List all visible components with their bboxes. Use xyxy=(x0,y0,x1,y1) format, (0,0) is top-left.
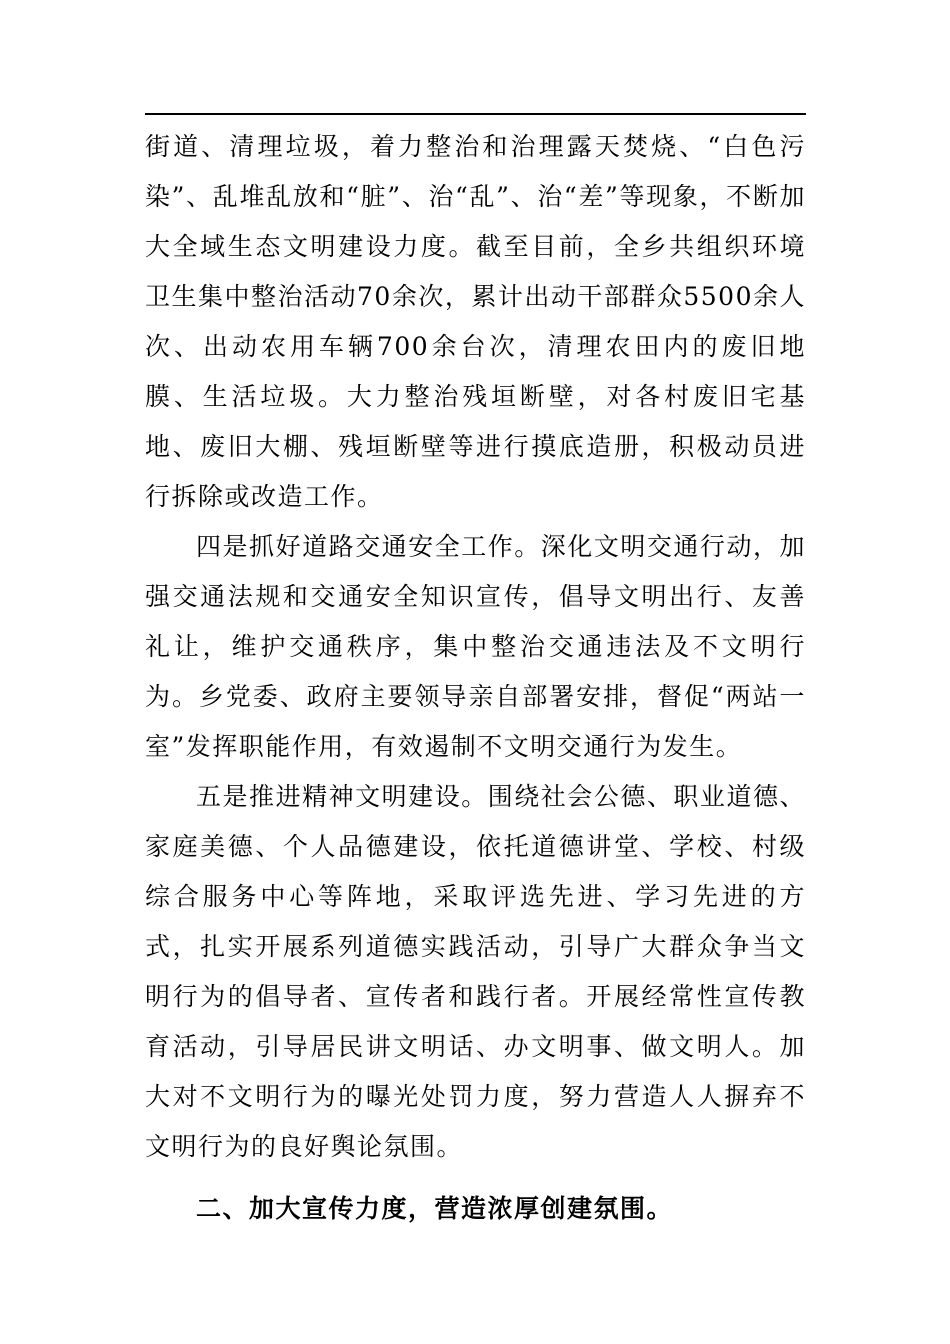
header-rule xyxy=(145,113,806,115)
document-body xyxy=(145,122,806,1234)
paragraph-environment: 街道、清理垃圾，着力整治和治理露天焚烧、“白色污染”、乱堆乱放和“脏”、治“乱”、治“差”等现象，不断加大全域生态文明建设力度。截至目前，全乡共组织环境卫生集中整治活动70余次，累计出动干部群众5500余人次、出动农用车辆700余台次，清理农田内的废旧地膜、生活垃圾。大力整治残垣断壁，对各村废旧宅基地、废旧大棚、残垣断壁等进行摸底造册，积极动员进行拆除或改造工作。 xyxy=(145,132,806,511)
section-heading: 二、加大宣传力度，营造浓厚创建氛围。 xyxy=(196,1194,674,1223)
paragraph-spiritual-civilization: 五是推进精神文明建设。围绕社会公德、职业道德、家庭美德、个人品德建设，依托道德讲堂、学校、村级综合服务中心等阵地，采取评选先进、学习先进的方式，扎实开展系列道德实践活动，引导广大群众争当文明行为的倡导者、宣传者和践行者。开展经常性宣传教育活动，引导居民讲文明话、办文明事、做文明人。加大对不文明行为的曝光处罚力度，努力营造人人摒弃不文明行为的良好舆论氛围。 xyxy=(145,782,806,1161)
paragraph-traffic-safety: 四是抓好道路交通安全工作。深化文明交通行动，加强交通法规和交通安全知识宣传，倡导文明出行、友善礼让，维护交通秩序，集中整治交通违法及不文明行为。乡党委、政府主要领导亲自部署安排，督促“两站一室”发挥职能作用，有效遏制不文明交通行为发生。 xyxy=(145,532,806,761)
